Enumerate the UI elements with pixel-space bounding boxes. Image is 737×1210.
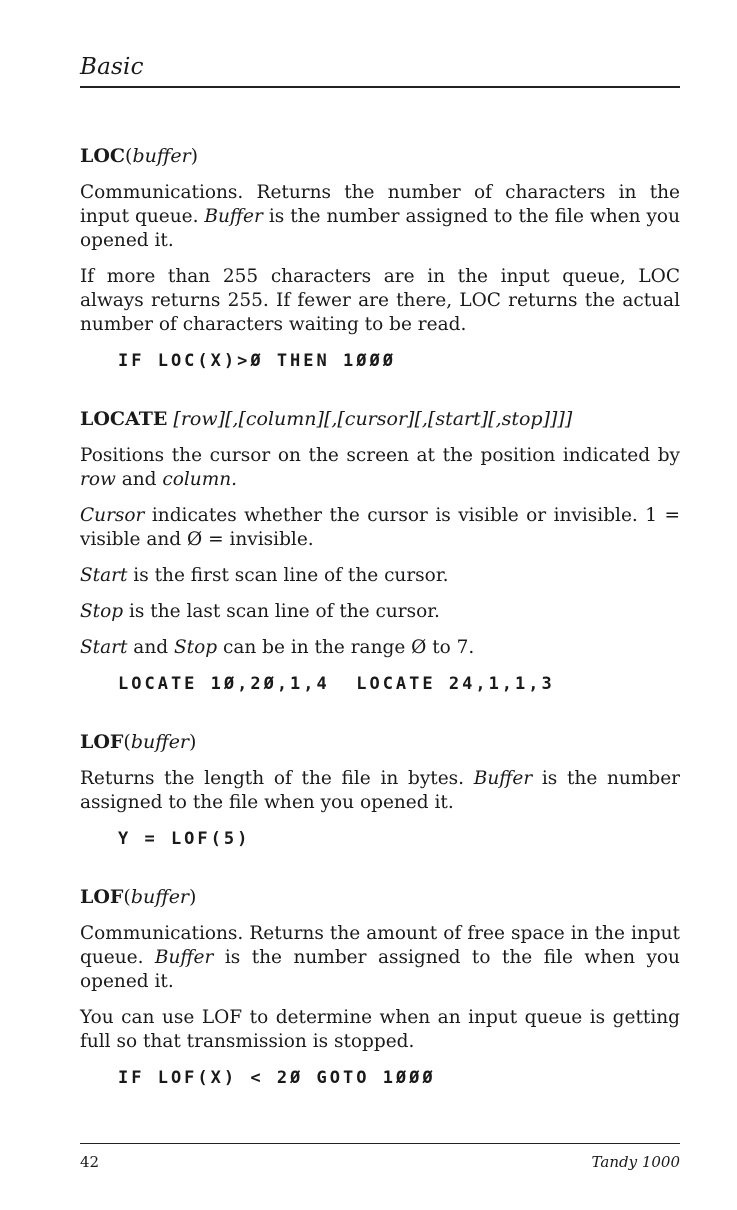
publication-title: Tandy 1000 <box>591 1153 680 1171</box>
entry-heading <box>80 407 680 431</box>
code-example: Y = LOF(5) <box>118 829 251 849</box>
page-content <box>80 144 680 1090</box>
code-example: IF LOC(X)>Ø THEN 1ØØØ <box>118 351 396 371</box>
footer-rule <box>80 1143 680 1144</box>
entry-lof-comm <box>80 885 680 1090</box>
entry-keyword: LOF <box>80 886 124 908</box>
entry-heading: LOF(buffer) <box>80 886 197 908</box>
running-head-title: Basic <box>80 54 144 80</box>
entry-keyword: LOCATE <box>80 408 168 430</box>
entry-loc <box>80 144 680 373</box>
entry-paragraph: Returns the length of the file in bytes. Buffer is the number assigned to the file when you opened it. <box>80 768 680 813</box>
entry-argument: buffer <box>130 886 190 908</box>
entry-paragraph: Positions the cursor on the screen at the position indicated by row and column. <box>80 445 680 490</box>
entry-argument: [row][,[column][,[cursor][,[start][,stop]]]] <box>173 408 573 430</box>
entry-paragraph: If more than 255 characters are in the input queue, LOC always returns 255. If fewer are there, LOC returns the actual number of characters waiting to be read. <box>80 266 680 335</box>
entry-paragraph: Communications. Returns the number of characters in the input queue. Buffer is the number assigned to the file when you opened it. <box>80 182 680 251</box>
entry-paragraph: Cursor indicates whether the cursor is visible or invisible. 1 = visible and Ø = invisible. <box>80 505 680 550</box>
page-number: 42 <box>80 1153 100 1171</box>
entry-paragraph: Start and Stop can be in the range Ø to 7. <box>80 637 475 658</box>
code-example: IF LOF(X) < 2Ø GOTO 1ØØØ <box>118 1068 436 1088</box>
entry-keyword: LOC <box>80 145 126 167</box>
entry-locate <box>80 407 680 696</box>
entry-argument: buffer <box>130 731 190 753</box>
entry-paragraph: Stop is the last scan line of the cursor. <box>80 601 440 622</box>
entry-paragraph: Start is the first scan line of the cursor. <box>80 565 449 586</box>
entry-keyword: LOF <box>80 731 124 753</box>
header-rule <box>80 86 680 88</box>
entry-heading: LOF(buffer) <box>80 731 197 753</box>
code-example: LOCATE 1Ø,2Ø,1,4 LOCATE 24,1,1,3 <box>118 674 555 694</box>
entry-heading: LOC(buffer) <box>80 145 199 167</box>
entry-lof-file <box>80 730 680 851</box>
entry-paragraph: You can use LOF to determine when an input queue is getting full so that transmission is stopped. <box>80 1007 680 1052</box>
entry-paragraph: Communications. Returns the amount of free space in the input queue. Buffer is the number assigned to the file when you opened it. <box>80 923 680 992</box>
entry-argument: buffer <box>132 145 191 167</box>
